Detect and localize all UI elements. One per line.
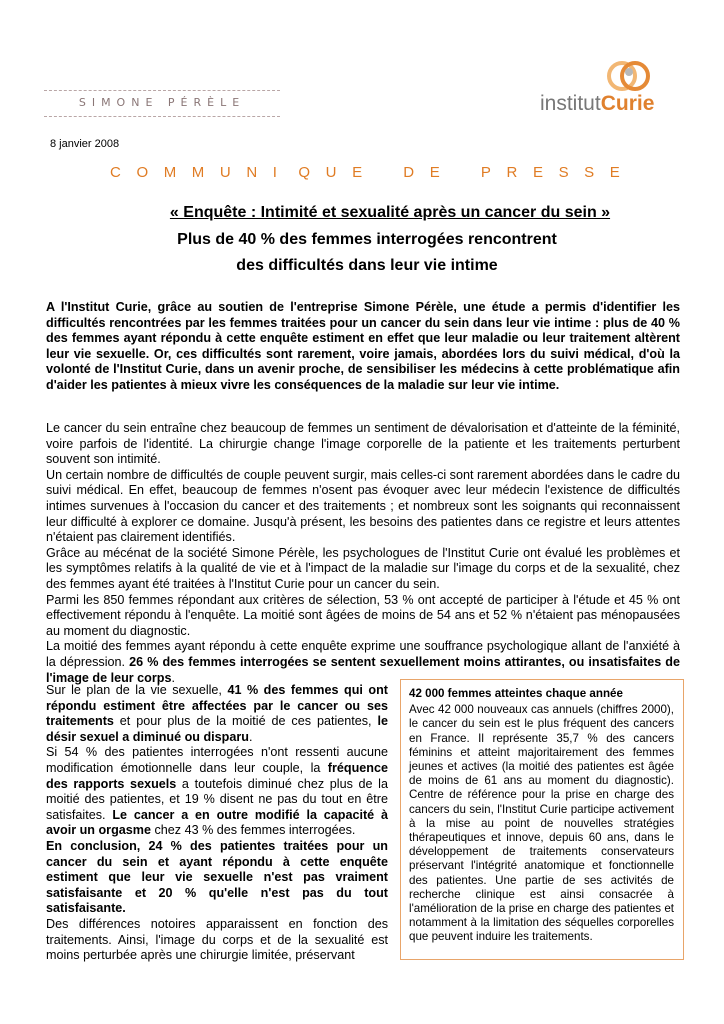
institut-curie-logo <box>540 58 670 124</box>
communique-letter: U <box>325 164 337 181</box>
column-paragraph: Des différences notoires apparaissent en fonction des traitements. Ainsi, l'image du corps et de la sexualité est moins perturbée après une chirurgie limitée, préservant <box>46 916 388 963</box>
body-paragraph: Un certain nombre de difficultés de couple peuvent surgir, mais celles-ci sont rarement abordées dans le cadre du suivi médical. En effet, beaucoup de femmes n'osent pas évoquer avec leur médecin l'existence de difficultés intimes survenues à l'occasion du cancer et des traitements ; et nombreux sont les soignants qui reconnaissent leur difficulté à explorer ce domaine. Jusqu'à présent, les besoins des patientes dans ce registre et leurs attentes n'étaient pas clairement identifiés. <box>46 467 680 545</box>
communique-letter: M <box>163 164 177 181</box>
communique-letter: E <box>352 164 363 181</box>
body-paragraph: Parmi les 850 femmes répondant aux critères de sélection, 53 % ont accepté de participer à l'étude et 45 % ont effectivement répondu à l'enquête. La moitié sont âgées de moins de 54 ans et 52 % n'étaient pas ménopausées au moment du diagnostic. <box>46 592 680 638</box>
column-paragraph: En conclusion, 24 % des patientes traitées pour un cancer du sein et ayant répondu à cette enquête estiment que leur vie sexuelle n'est pas vraiment satisfaisante et 20 % qu'elle n'est pas du tout satisfaisante. <box>46 838 388 916</box>
subtitle-line-2: des difficultés dans leur vie intime <box>236 257 498 274</box>
communique-letter: C <box>110 164 121 181</box>
communique-letter: M <box>191 164 205 181</box>
communique-letter: E <box>532 164 543 181</box>
column-paragraph: Sur le plan de la vie sexuelle, 41 % des femmes qui ont répondu estiment être affectées par le cancer ou ses traitements et pour plus de la moitié de ces patientes, le désir sexuel a diminué ou disparu. <box>46 683 388 744</box>
left-column <box>46 683 388 964</box>
communique-letter: O <box>136 164 149 181</box>
body-paragraph: Grâce au mécénat de la société Simone Pérèle, les psychologues de l'Institut Curie ont évalué les problèmes et les symptômes relatifs à la qualité de vie et à l'impact de la maladie sur l'image du corps et de la sexualité, chez des femmes ayant été traitées à l'Institut Curie pour un cancer du sein. <box>46 545 680 591</box>
simone-perele-logo <box>44 90 280 118</box>
communique-letter: P <box>480 164 491 181</box>
logo-divider <box>44 116 280 117</box>
institut-curie-wordmark: institutCurie <box>540 92 655 115</box>
communique-de-presse-heading <box>110 164 620 181</box>
communique-letter: D <box>403 164 415 181</box>
column-paragraph: Si 54 % des patientes interrogées n'ont ressenti aucune modification émotionnelle dans leur couple, la fréquence des rapports sexuels a toutefois diminué chez plus de la moitié des patientes, et 19 % disent ne pas du tout en être satisfaites. Le cancer a en outre modifié la capacité à avoir un orgasme chez 43 % des femmes interrogées. <box>46 745 388 838</box>
release-date: 8 janvier 2008 <box>50 138 120 150</box>
body-text <box>46 421 680 686</box>
communique-letter: E <box>429 164 440 181</box>
intro-paragraph: A l'Institut Curie, grâce au soutien de l'entreprise Simone Pérèle, une étude a permis d'identifier les difficultés rencontrées par les femmes traitées pour un cancer du sein dans leur vie intime : plus de 40 % des femmes ayant répondu à cette enquête estiment en effet que leur maladie ou leur traitement altèrent leur vie sexuelle. Or, ces difficultés sont rarement, voire jamais, abordées lors du suivi médical, d'où la volonté de l'Institut Curie, dans un avenir proche, de sensibiliser les médecins à cette problématique afin d'aider les patientes à mieux vivre les conséquences de la maladie sur leur vie intime. <box>46 300 680 392</box>
facts-box-text: Avec 42 000 nouveaux cas annuels (chiffres 2000), le cancer du sein est le plus fréquent des cancers en France. Il représente 35,7 % des cancers féminins et atteint majoritairement des femmes jeunes et actives (la moitié des patientes est âgée de moins de 61 ans au moment du diagnostic). Centre de référence pour la prise en charge des cancers du sein, l'Institut Curie participe activement à la mise au point de nouvelles stratégies thérapeutiques et innove, depuis 60 ans, dans le développement de traitements conservateurs préservant l'intégrité anatomique et fonctionnelle des patientes. Une partie de ses activités de recherche clinique est ainsi consacrée à l'amélioration de la prise en charge des patientes et notamment à la limitation des séquelles corporelles que peuvent induire les traitements. <box>409 703 674 944</box>
logo-divider <box>44 90 280 91</box>
communique-letter: E <box>609 164 620 181</box>
subtitle-line-1: Plus de 40 % des femmes interrogées rencontrent <box>177 231 557 248</box>
body-paragraph: La moitié des femmes ayant répondu à cette enquête exprime une souffrance psychologique allant de l'anxiété à la dépression. 26 % des femmes interrogées se sentent sexuellement moins attirantes, ou insatisfaites de l'image de leur corps. <box>46 639 680 685</box>
facts-box-title: 42 000 femmes atteintes chaque année <box>409 687 623 700</box>
communique-letter: S <box>558 164 569 181</box>
communique-letter <box>455 164 465 181</box>
communique-letter: U <box>219 164 231 181</box>
communique-letter: Q <box>298 164 311 181</box>
simone-perele-logo-text: SIMONE PÉRÈLE <box>78 96 246 109</box>
communique-letter <box>378 164 388 181</box>
communique-letter: N <box>246 164 258 181</box>
communique-letter: I <box>272 164 277 181</box>
communique-letter: R <box>506 164 518 181</box>
main-title: « Enquête : Intimité et sexualité après un cancer du sein » <box>169 204 611 221</box>
communique-letter: S <box>584 164 595 181</box>
facts-sidebar-box <box>400 679 684 960</box>
body-paragraph: Le cancer du sein entraîne chez beaucoup de femmes un sentiment de dévalorisation et d'atteinte de la féminité, voire parfois de l'identité. La chirurgie change l'image corporelle de la patiente et les traitements perturbent souvent son intimité. <box>46 421 680 467</box>
